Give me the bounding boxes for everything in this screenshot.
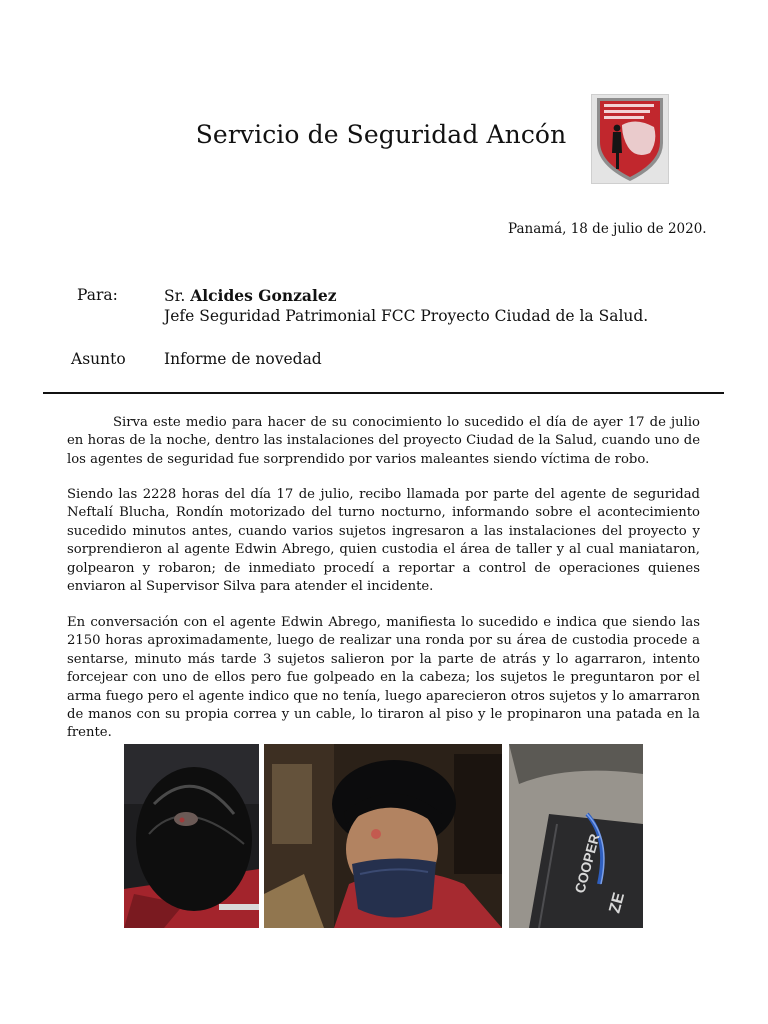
document-title: Servicio de Seguridad Ancón [195,120,567,149]
floor-cable-photo [509,744,643,928]
head-wound-photo [124,744,259,928]
header-divider [43,392,724,394]
recipient-name: Alcides Gonzalez [190,286,337,305]
face-injury-photo [264,744,502,928]
subject-label: Asunto [71,350,126,368]
date-line: Panamá, 18 de julio de 2020. [508,221,707,237]
svg-text:COOPER: COOPER [571,832,603,895]
recipient-label: Para: [77,286,118,304]
recipient-name-line [164,286,337,305]
body-paragraph: Sirva este medio para hacer de su conocimiento lo sucedido el día de ayer 17 de julio en horas de la noche, dentro las instalaciones del proyecto Ciudad de la Salud, cuando uno de los agentes de seguridad fue sorprendido por varios maleantes siendo víctima de robo. [67,415,700,467]
subject-value: Informe de novedad [164,350,322,368]
svg-text:ZE: ZE [606,890,629,916]
body-paragraph: Siendo las 2228 horas del día 17 de julio, recibo llamada por parte del agente de seguridad Neftalí Blucha, Rondín motorizado del turno nocturno, informando sobre el acontecimiento sucedido minutos antes, cuando varios sujetos ingresaron a las instalaciones del proyecto y sorprendieron al agente Edwin Abrego, quien custodia el área de taller y al cual maniataron, golpearon y robaron; de inmediato procedí a reportar a control de operaciones quienes enviaron al Supervisor Silva para atender el incidente. [67,487,700,595]
company-logo [591,94,669,184]
recipient-prefix: Sr. [164,287,186,305]
body-paragraph: En conversación con el agente Edwin Abrego, manifiesta lo sucedido e indica que siendo las 2150 horas aproximadamente, luego de realizar una ronda por su área de custodia procede a sentarse, minuto más tarde 3 sujetos salieron por la parte de atrás y lo agarraron, intento forcejear con uno de ellos pero fue golpeado en la cabeza; los sujetos le preguntaron por el arma fuego pero el agente indico que no tenía, luego aparecieron otros sujetos y lo amarraron de manos con su propia correa y un cable, lo tiraron al piso y le propinaron una patada en la frente. [67,615,700,741]
recipient-position: Jefe Seguridad Patrimonial FCC Proyecto Ciudad de la Salud. [164,307,649,325]
